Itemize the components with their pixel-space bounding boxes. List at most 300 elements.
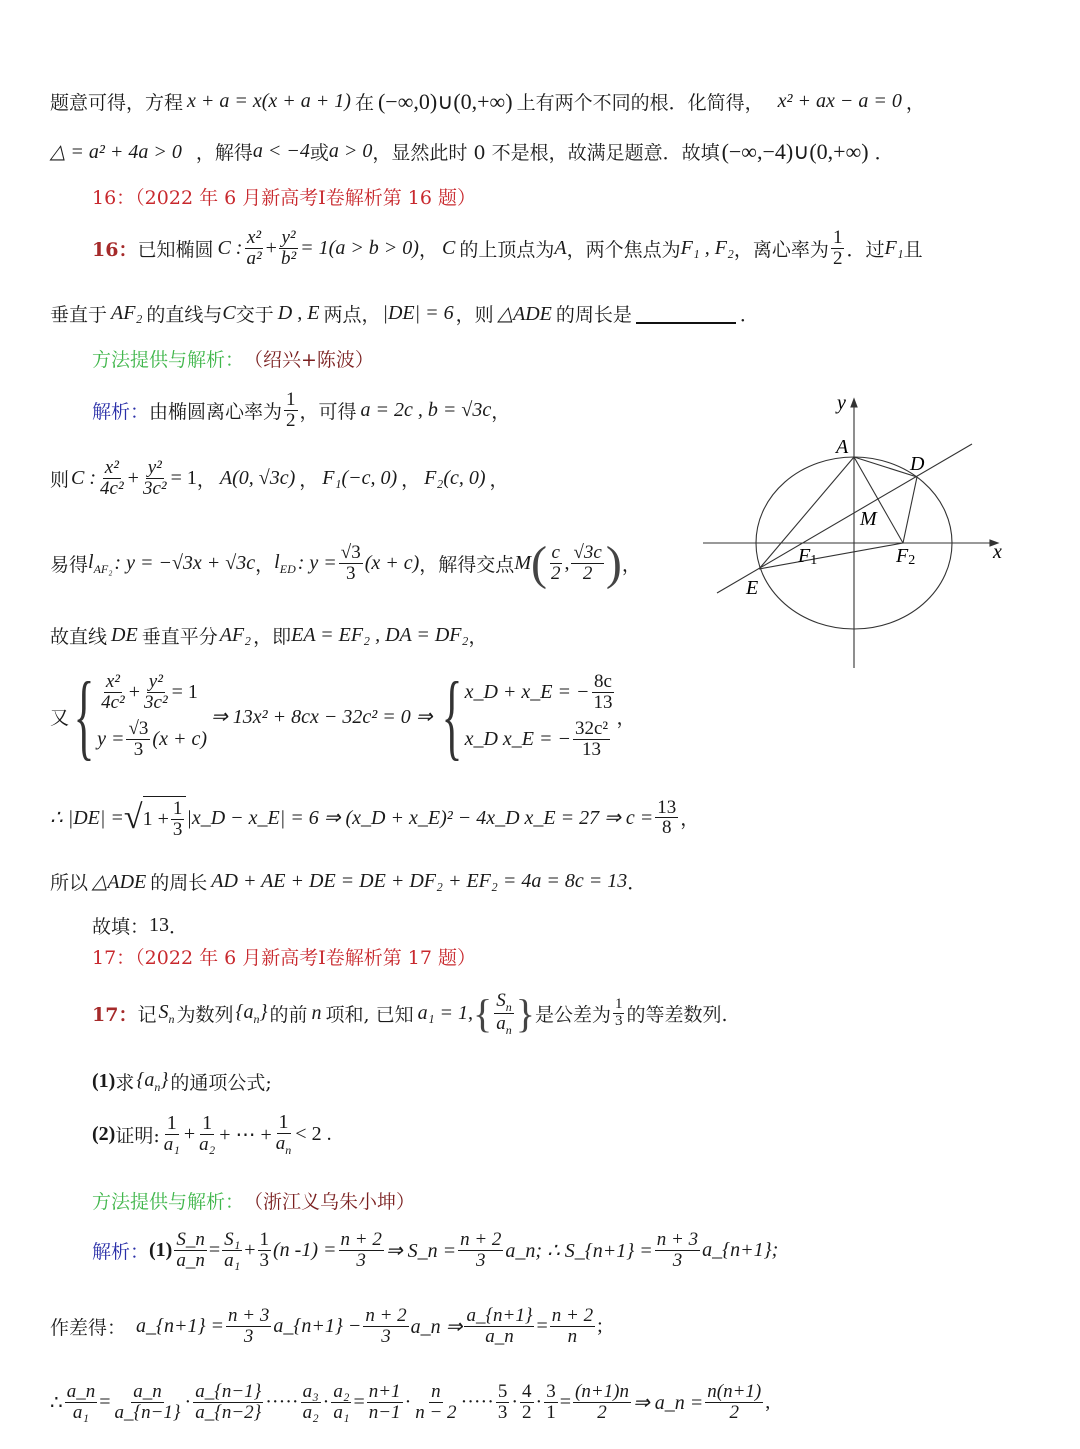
math-point-A: A(0, √3c) [219, 466, 296, 489]
question-number: 17： [92, 1004, 138, 1026]
q17-part-1 [92, 1068, 272, 1095]
fraction [705, 1382, 763, 1423]
text: ，离心率为 [733, 238, 829, 261]
numerator: y² [148, 671, 163, 693]
text: ， [680, 808, 700, 831]
denominator: 13 [593, 692, 613, 714]
math-equation: a₁ = 1, [417, 1002, 474, 1024]
fraction [496, 1382, 510, 1423]
text: 且 [903, 238, 923, 261]
q16-sol-line-7 [50, 868, 646, 895]
math-equation: AD + AE + DE = DE + DF₂ + EF₂ = 4a = 8c = 13 [211, 870, 628, 892]
q17-sol-line-1 [92, 1230, 778, 1271]
numerator: 1 [832, 227, 843, 248]
text: 两点， [323, 304, 381, 326]
heading-text: 16：（2022 年 6 月新高考Ⅰ卷解析第 16 题） [92, 187, 476, 209]
symbol: l [274, 550, 280, 573]
fraction [126, 719, 150, 760]
math-op: · [184, 1390, 192, 1413]
text: 的周长是 [555, 304, 632, 326]
symbol: a [496, 1013, 506, 1034]
math-condition: a > 0 [328, 140, 373, 162]
text: 题意可得，方程 [50, 92, 184, 114]
text: 的直线与 [146, 304, 223, 326]
text: ，则 [455, 304, 494, 326]
text: 的前 [269, 1004, 308, 1026]
numerator: n + 2 [365, 1305, 407, 1326]
answer-blank[interactable] [636, 304, 736, 324]
math-equation: : y = [297, 552, 337, 574]
denominator: 8 [662, 817, 672, 839]
math-var: D , E [277, 302, 320, 324]
denominator [274, 1134, 294, 1156]
subscript: AF₂ [93, 561, 113, 576]
denominator: 4c² [100, 477, 124, 499]
math-line-AF2 [88, 551, 112, 577]
denominator: n−1 [368, 1401, 401, 1423]
math-inequality: < 2 . [295, 1122, 332, 1145]
math-op: ····· [265, 1390, 299, 1413]
denominator: 3 [259, 1249, 270, 1271]
symbol: {a [136, 1068, 155, 1091]
solution-label: 解析： [92, 400, 150, 423]
denominator: 2 [582, 563, 593, 584]
q16-fill-answer [92, 912, 188, 939]
math-equation: ⇒ 13x² + 8cx − 32c² = 0 ⇒ [210, 705, 433, 728]
text: 项和, 已知 [325, 1004, 414, 1026]
text: 求 [115, 1072, 135, 1094]
q16-method [92, 345, 374, 372]
numerator: n + 2 [551, 1305, 594, 1326]
text: 是公差为 [534, 1004, 611, 1026]
text: ， [489, 468, 509, 491]
text: 证明: [115, 1124, 160, 1147]
numerator: n + 2 [460, 1229, 502, 1250]
denominator: a₁ [224, 1249, 241, 1271]
math-op: = [353, 1390, 365, 1413]
numerator: 4 [522, 1381, 532, 1402]
numerator: y² [281, 227, 296, 248]
q17-method [92, 1187, 415, 1214]
fraction [494, 991, 514, 1037]
prev-solution-line-2 [50, 138, 894, 165]
label-F2-main: F [896, 545, 909, 567]
fraction [367, 1382, 403, 1423]
text: ， [621, 554, 641, 576]
text: ，解得 [195, 142, 253, 164]
fill-label: 故填： [92, 916, 150, 938]
fraction [197, 1113, 217, 1155]
sqrt-sign: √ [123, 798, 143, 836]
q17-stem [92, 990, 728, 1037]
math-var: C : [71, 466, 97, 489]
fraction [831, 228, 845, 269]
fraction [142, 672, 170, 713]
math-equation: ⇒ a_n = [632, 1391, 704, 1414]
fraction [655, 1230, 700, 1271]
math-op: ····· [460, 1390, 494, 1413]
prev-solution-line-1 [50, 88, 925, 115]
subscript: n [285, 1142, 292, 1157]
equation-system [69, 662, 207, 769]
text: ，可得 [299, 400, 357, 423]
numerator: 3 [546, 1381, 556, 1402]
math-var: AF₂ [219, 624, 252, 646]
math-equation: y = [97, 727, 125, 750]
symbol: S [158, 1000, 169, 1023]
denominator: 3 [614, 1013, 623, 1029]
label-M: M [860, 508, 877, 530]
math-op: + [127, 466, 139, 489]
numerator: x² [105, 671, 120, 693]
denominator: 3 [672, 1249, 683, 1271]
fraction [65, 1382, 98, 1423]
fraction [550, 1306, 595, 1347]
fraction [284, 390, 298, 431]
denominator: 3 [243, 1325, 254, 1347]
numerator: 5 [497, 1381, 508, 1402]
denominator: 2 [597, 1401, 607, 1423]
math-equation: x² + ax − a = 0 [777, 90, 902, 112]
numerator: S₁ [224, 1229, 241, 1250]
denominator: 3 [133, 738, 144, 760]
text: ． [874, 142, 894, 164]
numerator: n(n+1) [707, 1381, 762, 1402]
fraction [571, 543, 603, 584]
fraction [464, 1306, 534, 1347]
q16-sol-line-2 [50, 458, 509, 499]
math-point-F1: F₁(−c, 0) [322, 466, 398, 489]
denominator: a₁ [333, 1401, 350, 1423]
text: ， [468, 626, 488, 648]
math-var: A [554, 236, 567, 259]
math-equation: |x_D − x_E| = 6 ⇒ (x_D + x_E)² − 4x_D x_E = 27 ⇒ c = [186, 807, 654, 830]
denominator: 3 [346, 563, 356, 584]
fraction [226, 1306, 271, 1347]
fraction [458, 1230, 503, 1271]
text: 垂直平分 [141, 626, 218, 648]
math-equation: ∴ |DE| = [50, 807, 124, 830]
denominator: a₁ [72, 1401, 90, 1423]
denominator: 2 [550, 563, 561, 584]
part-label: (1) [92, 1070, 116, 1092]
fraction [279, 228, 298, 269]
numerator: 1 [259, 1229, 270, 1250]
text: 所以 [50, 872, 89, 894]
math-op: = [99, 1390, 111, 1413]
math-sequence [235, 1001, 267, 1027]
fraction [274, 1112, 294, 1156]
numerator: 1 [172, 798, 183, 819]
q16-sol-line-4 [50, 622, 488, 649]
fraction [193, 1382, 263, 1423]
method-label: 方法提供与解析： [92, 349, 245, 371]
subscript: n [505, 999, 512, 1014]
text: 的通项公式; [170, 1072, 272, 1094]
numerator: 1 [614, 996, 623, 1013]
segment-DF2 [903, 477, 917, 543]
numerator: a_n [133, 1381, 162, 1402]
math-equation: |DE| = 6 [382, 302, 454, 324]
fraction [174, 1230, 207, 1271]
q17-part-2 [92, 1112, 332, 1156]
sqrt-body [143, 796, 187, 840]
denominator: 3 [356, 1249, 366, 1271]
method-label: 方法提供与解析： [92, 1191, 245, 1213]
subscript: n [505, 1022, 512, 1037]
q16-heading [92, 183, 476, 210]
label-D: D [910, 453, 925, 475]
denominator: 3 [476, 1249, 486, 1271]
math-op: = [559, 1390, 571, 1413]
q16-stem-line-1 [92, 228, 923, 269]
denominator: 3c² [144, 692, 168, 714]
label-E: E [746, 577, 759, 599]
math-var: C [222, 302, 236, 324]
fraction [413, 1382, 458, 1423]
symbol: l [88, 550, 94, 573]
brace: { [441, 662, 462, 769]
denominator: 3 [497, 1401, 508, 1423]
math-op: ; [597, 1314, 603, 1337]
numerator: 8c [594, 671, 612, 693]
math-op: · [322, 1390, 330, 1413]
fraction [98, 458, 126, 499]
solution-label: 解析： [92, 1240, 150, 1263]
math-equation: = 1(a > b > 0) [300, 236, 419, 259]
paren-right: ) [605, 537, 622, 590]
q16-sol-line-1 [92, 390, 510, 431]
math-op: · [535, 1390, 543, 1413]
fraction [171, 799, 185, 840]
label-F1 [797, 545, 817, 568]
paren-left: ( [530, 537, 547, 590]
fraction [363, 1306, 408, 1347]
fraction [141, 458, 169, 499]
system-row-1 [465, 672, 617, 713]
text: 的等差数列. [626, 1004, 728, 1026]
math-discriminant: △ = a² + 4a > 0 [50, 141, 182, 163]
fraction [162, 1113, 182, 1155]
q16-stem-line-2 [50, 300, 759, 327]
text: 上有两个不同的根．化简得， [516, 92, 764, 114]
text: 由椭圆离心率为 [149, 400, 283, 423]
numerator: a_n [66, 1381, 96, 1402]
denominator: 2 [286, 409, 296, 431]
text: ． [169, 916, 189, 938]
numerator: x² [247, 227, 262, 248]
numerator: n + 3 [228, 1305, 270, 1326]
text: 则 [50, 468, 70, 491]
part-label: (2) [92, 1122, 116, 1145]
text: 的周长 [150, 872, 208, 894]
math-equation: a_n ⇒ [410, 1315, 463, 1338]
denominator: 4c² [101, 692, 125, 714]
denominator: a₂ [199, 1134, 216, 1156]
denominator: a_{n−1} [114, 1401, 181, 1423]
numerator: y² [147, 457, 162, 478]
numerator: S_n [176, 1229, 205, 1250]
fraction [99, 672, 127, 713]
text: ， [401, 468, 421, 491]
text: 的上顶点为 [459, 238, 555, 261]
fraction [331, 1382, 351, 1423]
text: ， [491, 400, 511, 423]
math-line-ED [274, 551, 296, 577]
numerator: c [551, 542, 560, 564]
fraction [520, 1382, 534, 1423]
numerator: a₃ [302, 1381, 319, 1402]
denominator: a₂ [302, 1401, 319, 1423]
system-row-2 [97, 719, 207, 760]
text: 或 [309, 142, 329, 164]
line-ED [717, 444, 972, 593]
math-op: + [128, 681, 141, 704]
numerator: n + 2 [340, 1229, 382, 1250]
subscript: ED [279, 561, 296, 576]
q17-diff-line [50, 1306, 603, 1347]
question-number: 16： [92, 238, 138, 261]
denominator: n [567, 1325, 578, 1347]
math-sequence [136, 1069, 168, 1095]
math-var: C : [217, 236, 243, 259]
denominator: a₁ [163, 1134, 180, 1156]
numerator: 1 [278, 1111, 289, 1133]
label-y: y [837, 392, 846, 414]
numerator: √3c [573, 542, 602, 564]
fraction [222, 1230, 242, 1271]
fraction [301, 1382, 321, 1423]
math-equation: EA = EF₂ , DA = DF₂ [291, 624, 469, 646]
label-F2 [895, 545, 915, 568]
numerator: √3 [340, 542, 361, 564]
brace-right: } [515, 991, 535, 1036]
math-equation: x_D x_E = − [464, 727, 571, 750]
denominator: 3 [172, 818, 183, 840]
brace-close: } [160, 1068, 169, 1091]
text: ， [905, 92, 925, 114]
numerator [494, 991, 514, 1014]
denominator: 13 [582, 738, 602, 760]
q17-heading [92, 943, 476, 970]
math-var: AF₂ [111, 302, 143, 324]
text: 已知椭圆 [137, 238, 214, 261]
numerator: 1 [286, 389, 296, 410]
fraction [339, 1230, 384, 1271]
math-equation: (x + c) [152, 727, 207, 750]
denominator: 2 [729, 1401, 739, 1423]
numerator: 13 [657, 796, 677, 818]
fraction [655, 798, 678, 839]
math-op: = [536, 1314, 548, 1337]
math-equation: a_{n+1} − [273, 1314, 362, 1337]
symbol: S [496, 989, 506, 1011]
diff-label: 作差得： [50, 1316, 127, 1339]
q16-sol-line-6 [50, 796, 699, 840]
denominator: a_n [485, 1325, 514, 1347]
numerator: a_{n−1} [195, 1381, 262, 1402]
denominator: a_{n−2} [195, 1401, 262, 1423]
subscript: n [154, 1079, 161, 1094]
subscript: n [253, 1011, 260, 1026]
math-equation: a_{n+1} = [136, 1314, 225, 1337]
math-var: F₁ , F₂ [680, 236, 734, 259]
numerator: a_{n+1} [466, 1305, 533, 1326]
therefore-symbol: ∴ [50, 1391, 63, 1414]
math-equation: : y = −√3x + √3c [114, 552, 256, 574]
numerator: √3 [128, 718, 149, 739]
numerator: x² [104, 457, 119, 478]
brace-left: { [473, 991, 493, 1036]
numerator: 32c² [574, 718, 609, 739]
q17-product-line [50, 1382, 770, 1423]
label-A: A [836, 436, 849, 458]
denominator: a² [246, 247, 262, 269]
equation-system [437, 662, 617, 769]
text: 又 [50, 706, 70, 729]
fraction [339, 543, 363, 584]
math-equation: ⇒ S_n = [385, 1239, 457, 1262]
math-op: · [511, 1390, 519, 1413]
fill-value: 13 [149, 914, 170, 936]
heading-text: 17：（2022 年 6 月新高考Ⅰ卷解析第 17 题） [92, 947, 476, 969]
fraction [573, 1382, 631, 1423]
subscript: n [168, 1011, 175, 1026]
denominator [494, 1014, 514, 1036]
part-label: (1) [149, 1238, 173, 1261]
denominator: 1 [546, 1401, 556, 1423]
math-op: + ⋯ + [219, 1123, 272, 1146]
text: ， [196, 468, 216, 491]
math-equation: (x + c) [364, 552, 420, 574]
math-equation: a_{n+1}; [702, 1238, 779, 1261]
math-op: + [183, 1122, 196, 1145]
text: 为数列 [176, 1004, 234, 1026]
text: 易得 [50, 554, 89, 576]
text: 故直线 [50, 626, 108, 648]
math-equation: x + a = x(x + a + 1) [187, 90, 351, 112]
text: ， [299, 468, 319, 491]
numerator: n+1 [368, 1381, 401, 1402]
label-F2-sub: 2 [908, 553, 916, 568]
label-x: x [993, 541, 1002, 563]
denominator: 2 [522, 1401, 532, 1423]
text: 记 [137, 1004, 157, 1026]
math-interval: (−∞,0)∪(0,+∞) [377, 88, 513, 114]
math-condition: a < −4 [252, 140, 310, 162]
text: 垂直于 [50, 304, 108, 326]
math-triangle: △ADE [92, 871, 147, 893]
label-F1-main: F [798, 545, 811, 567]
method-author: （绍兴+陈波） [244, 349, 374, 371]
label-F1-sub: 1 [810, 553, 818, 568]
symbol: {a [235, 1000, 254, 1023]
denominator: a_n [176, 1249, 205, 1271]
math-var: DE [111, 624, 138, 646]
q16-sol-line-3: 易得 $l_{AF_2}$ : y = −√3x + √3c ， $l_{ED}$ : y = $\frac{√3}{3}$ (x + c) ，解得交点 M ( $\frac{c}{2}$ , $\frac{√3c}{2}$ ) ， [50, 537, 641, 590]
math-op: + [244, 1238, 256, 1261]
text: ．过 [846, 238, 885, 261]
fraction [544, 1382, 558, 1423]
math-point-F2: F₂(c, 0) [424, 466, 486, 489]
q16-sol-line-5 [50, 662, 636, 769]
system-row-2 [465, 719, 617, 760]
method-author: （浙江义乌朱小坤） [244, 1191, 416, 1213]
math-equation: x_D + x_E = − [464, 681, 590, 704]
math-op: = [208, 1238, 221, 1261]
math-equation: = 1 [171, 681, 198, 704]
fraction [258, 1230, 272, 1271]
